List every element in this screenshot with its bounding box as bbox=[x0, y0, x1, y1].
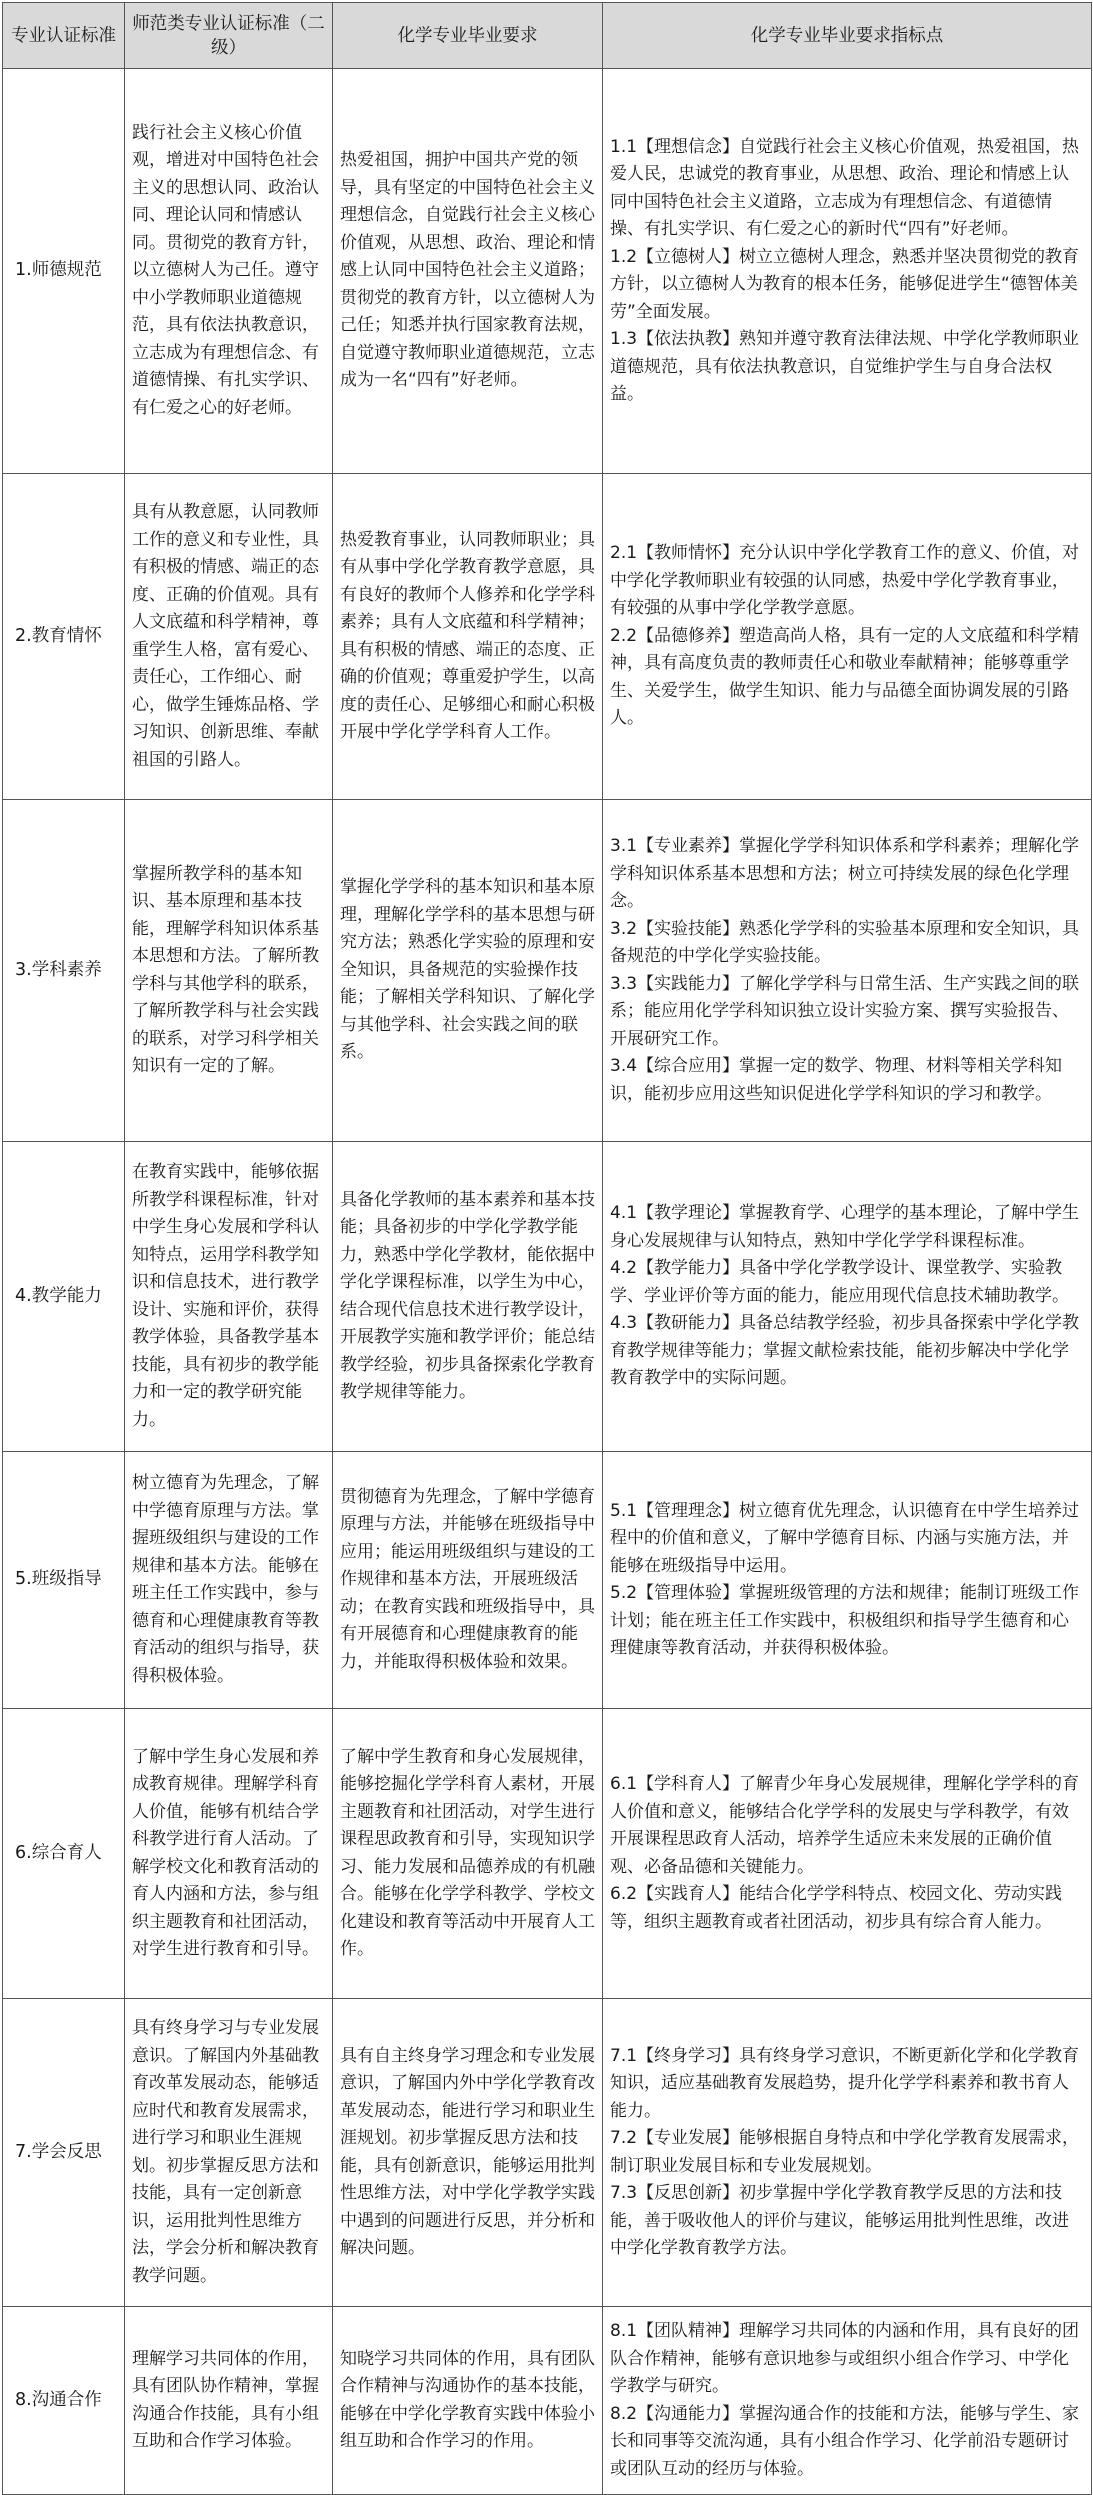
indicator-point: 2.1【教师情怀】充分认识中学化学教育工作的意义、价值，对中学化学教师职业有较强的认同感，热爱中学化学教育事业，有较强的从事中学化学教学意愿。 bbox=[610, 543, 1080, 619]
standard-cell: 5.班级指导 bbox=[3, 1452, 125, 1709]
indicator-point: 4.1【教学理论】掌握教育学、心理学的基本理论，了解中学生身心发展规律与认知特点，熟知中学化学学科课程标准。 bbox=[610, 1203, 1080, 1251]
table-row bbox=[3, 1142, 1092, 1452]
table-header-row bbox=[3, 3, 1092, 69]
cert-standard-cell: 了解中学生身心发展和养成教育规律。理解学科育人价值，能够有机结合学科教学进行育人活动。了解学校文化和教育活动的育人内涵和方法，参与组织主题教育和社团活动，对学生进行教育和引导。 bbox=[125, 1709, 333, 1999]
indicator-point: 3.2【实验技能】熟悉化学学科的实验基本原理和安全知识，具备规范的中学化学实验技能。 bbox=[610, 918, 1080, 966]
indicator-point: 1.1【理想信念】自觉践行社会主义核心价值观，热爱祖国，热爱人民，忠诚党的教育事业，从思想、政治、理论和情感上认同中国特色社会主义道路，立志成为有理想信念、有道德情操、有扎实学识、有仁爱之心的新时代“四有”好老师。 bbox=[610, 136, 1080, 239]
table-row bbox=[3, 2307, 1092, 2495]
cert-standard-cell: 具有终身学习与专业发展意识。了解国内外基础教育改革发展动态，能够适应时代和教育发展需求，进行学习和职业生涯规划。初步掌握反思方法和技能，具有一定创新意识，运用批判性思维方法，学会分析和解决教育教学问题。 bbox=[125, 1999, 333, 2307]
header-graduation-requirement: 化学专业毕业要求 bbox=[333, 3, 603, 69]
standard-cell: 4.教学能力 bbox=[3, 1142, 125, 1452]
cert-standard-cell: 理解学习共同体的作用，具有团队协作精神，掌握沟通合作技能，具有小组互助和合作学习体验。 bbox=[125, 2307, 333, 2495]
standard-cell: 2.教育情怀 bbox=[3, 474, 125, 800]
requirement-cell: 知晓学习共同体的作用，具有团队合作精神与沟通协作的基本技能，能够在中学化学教育实践中体验小组互助和合作学习的作用。 bbox=[333, 2307, 603, 2495]
indicator-point: 7.1【终身学习】具有终身学习意识，不断更新化学和化学教育知识，适应基础教育发展趋势，提升化学学科素养和教书育人能力。 bbox=[610, 2045, 1080, 2121]
requirement-cell: 贯彻德育为先理念，了解中学德育原理与方法，并能够在班级指导中应用；能运用班级组织与建设的工作规律和基本方法，开展班级活动；在教育实践和班级指导中，具有开展德育和心理健康教育的能力，并能取得积极体验和效果。 bbox=[333, 1452, 603, 1709]
requirement-cell: 具备化学教师的基本素养和基本技能；具备初步的中学化学教学能力，熟悉中学化学教材，能依据中学化学课程标准，以学生为中心，结合现代信息技术进行教学设计，开展教学实施和教学评价；能总结教学经验，初步具备探索化学教育教学规律等能力。 bbox=[333, 1142, 603, 1452]
indicator-point: 4.2【教学能力】具备中学化学教学设计、课堂教学、实验教学、学业评价等方面的能力，能应用现代信息技术辅助教学。 bbox=[610, 1258, 1069, 1306]
requirement-cell: 热爱祖国，拥护中国共产党的领导，具有坚定的中国特色社会主义理想信念，自觉践行社会主义核心价值观，从思想、政治、理论和情感上认同中国特色社会主义道路；贯彻党的教育方针，以立德树人为己任；知悉并执行国家教育法规，自觉遵守教师职业道德规范，立志成为一名“四有”好老师。 bbox=[333, 69, 603, 474]
indicator-point: 5.1【管理理念】树立德育优先理念，认识德育在中学生培养过程中的价值和意义，了解中学德育目标、内涵与实施方法，并能够在班级指导中运用。 bbox=[610, 1500, 1080, 1576]
standard-cell: 7.学会反思 bbox=[3, 1999, 125, 2307]
indicator-points-cell bbox=[603, 474, 1092, 800]
indicator-points-cell bbox=[603, 1709, 1092, 1999]
standard-cell: 1.师德规范 bbox=[3, 69, 125, 474]
cert-standard-cell: 树立德育为先理念，了解中学德育原理与方法。掌握班级组织与建设的工作规律和基本方法。能够在班主任工作实践中，参与德育和心理健康教育等教育活动的组织与指导，获得积极体验。 bbox=[125, 1452, 333, 1709]
indicator-points-cell bbox=[603, 69, 1092, 474]
indicator-point: 1.2【立德树人】树立立德树人理念，熟悉并坚决贯彻党的教育方针，以立德树人为教育的根本任务，能够促进学生“德智体美劳”全面发展。 bbox=[610, 246, 1080, 322]
indicator-point: 8.2【沟通能力】掌握沟通合作的技能和方法，能够与学生、家长和同事等交流沟通，具有小组合作学习、化学前沿专题研讨或团队互动的经历与体验。 bbox=[610, 2403, 1080, 2479]
cert-standard-cell: 掌握所教学科的基本知识、基本原理和基本技能，理解学科知识体系基本思想和方法。了解所教学科与其他学科的联系，了解所教学科与社会实践的联系，对学习科学相关知识有一定的了解。 bbox=[125, 800, 333, 1142]
standard-cell: 8.沟通合作 bbox=[3, 2307, 125, 2495]
indicator-points-cell bbox=[603, 1452, 1092, 1709]
indicator-point: 7.2【专业发展】能够根据自身特点和中学化学教育发展需求，制订职业发展目标和专业发展规划。 bbox=[610, 2128, 1080, 2176]
indicator-points-cell bbox=[603, 800, 1092, 1142]
header-indicator-points: 化学专业毕业要求指标点 bbox=[603, 3, 1092, 69]
cert-standard-cell: 在教育实践中，能够依据所教学科课程标准，针对中学生身心发展和学科认知特点，运用学科教学知识和信息技术，进行教学设计、实施和评价，获得教学体验，具备教学基本技能，具有初步的教学能力和一定的教学研究能力。 bbox=[125, 1142, 333, 1452]
indicator-point: 5.2【管理体验】掌握班级管理的方法和规律；能制订班级工作计划；能在班主任工作实践中，积极组织和指导学生德育和心理健康等教育活动，并获得积极体验。 bbox=[610, 1583, 1080, 1658]
indicator-point: 3.4【综合应用】掌握一定的数学、物理、材料等相关学科知识，能初步应用这些知识促进化学学科知识的学习和教学。 bbox=[610, 1056, 1063, 1104]
indicator-points-cell bbox=[603, 1142, 1092, 1452]
cert-standard-cell: 践行社会主义核心价值观，增进对中国特色社会主义的思想认同、政治认同、理论认同和情感认同。贯彻党的教育方针，以立德树人为己任。遵守中小学教师职业道德规范，具有依法执教意识，立志成为有理想信念、有道德情操、有扎实学识、有仁爱之心的好老师。 bbox=[125, 69, 333, 474]
table-row bbox=[3, 1709, 1092, 1999]
table-row bbox=[3, 1999, 1092, 2307]
indicator-point: 6.1【学科育人】了解青少年身心发展规律，理解化学学科的育人价值和意义，能够结合化学学科的发展史与学科教学，有效开展课程思政育人活动，培养学生适应未来发展的正确价值观、必备品德和关键能力。 bbox=[610, 1774, 1080, 1877]
standard-cell: 6.综合育人 bbox=[3, 1709, 125, 1999]
cert-standard-cell: 具有从教意愿，认同教师工作的意义和专业性，具有积极的情感、端正的态度、正确的价值观。具有人文底蕴和科学精神，尊重学生人格，富有爱心、责任心，工作细心、耐心，做学生锤炼品格、学习知识、创新思维、奉献祖国的引路人。 bbox=[125, 474, 333, 800]
indicator-points-cell bbox=[603, 1999, 1092, 2307]
indicator-point: 3.3【实践能力】了解化学学科与日常生活、生产实践之间的联系；能应用化学学科知识独立设计实验方案、撰写实验报告、开展研究工作。 bbox=[610, 973, 1080, 1049]
indicator-point: 1.3【依法执教】熟知并遵守教育法律法规、中学化学教师职业道德规范，具有依法执教意识，自觉维护学生与自身合法权益。 bbox=[610, 329, 1080, 404]
table-row bbox=[3, 800, 1092, 1142]
indicator-points-cell bbox=[603, 2307, 1092, 2495]
indicator-point: 4.3【教研能力】具备总结教学经验，初步具备探索中学化学教育教学规律等能力；掌握文献检索技能，能初步解决中学化学教育教学中的实际问题。 bbox=[610, 1313, 1080, 1389]
standard-cell: 3.学科素养 bbox=[3, 800, 125, 1142]
requirements-table bbox=[2, 2, 1092, 2495]
requirement-cell: 了解中学生教育和身心发展规律，能够挖掘化学学科育人素材，开展主题教育和社团活动，对学生进行课程思政教育和引导，实现知识学习、能力发展和品德养成的有机融合。能够在化学学科教学、学校文化建设和教育等活动中开展育人工作。 bbox=[333, 1709, 603, 1999]
indicator-point: 3.1【专业素养】掌握化学学科知识体系和学科素养；理解化学学科知识体系基本思想和方法；树立可持续发展的绿色化学理念。 bbox=[610, 836, 1080, 911]
table-row bbox=[3, 1452, 1092, 1709]
requirement-cell: 具有自主终身学习理念和专业发展意识，了解国内外中学化学教育改革发展动态，能进行学习和职业生涯规划。初步掌握反思方法和技能，具有创新意识，能够运用批判性思维方法，对中学化学教学实践中遇到的问题进行反思，并分析和解决问题。 bbox=[333, 1999, 603, 2307]
table-row bbox=[3, 69, 1092, 474]
indicator-point: 2.2【品德修养】塑造高尚人格，具有一定的人文底蕴和科学精神，具有高度负责的教师责任心和敬业奉献精神；能够尊重学生、关爱学生，做学生知识、能力与品德全面协调发展的引路人。 bbox=[610, 625, 1080, 729]
table-row bbox=[3, 474, 1092, 800]
requirement-cell: 掌握化学学科的基本知识和基本原理，理解化学学科的基本思想与研究方法；熟悉化学实验的原理和安全知识，具备规范的实验操作技能；了解相关学科知识、了解化学与其他学科、社会实践之间的联系。 bbox=[333, 800, 603, 1142]
header-cert-standard: 师范类专业认证标准（二级） bbox=[125, 3, 333, 69]
requirement-cell: 热爱教育事业，认同教师职业；具有从事中学化学教育教学意愿，具有良好的教师个人修养和化学学科素养；具有人文底蕴和科学精神；具有积极的情感、端正的态度、正确的价值观；尊重爱护学生，以高度的责任心、足够细心和耐心积极开展中学化学学科育人工作。 bbox=[333, 474, 603, 800]
indicator-point: 8.1【团队精神】理解学习共同体的内涵和作用，具有良好的团队合作精神，能够有意识地参与或组织小组合作学习、中学化学教学与研究。 bbox=[610, 2321, 1080, 2396]
indicator-point: 7.3【反思创新】初步掌握中学化学教育教学反思的方法和技能，善于吸收他人的评价与建议，能够运用批判性思维，改进中学化学教育教学方法。 bbox=[610, 2183, 1069, 2258]
header-standard: 专业认证标准 bbox=[3, 3, 125, 69]
indicator-point: 6.2【实践育人】能结合化学学科特点、校园文化、劳动实践等，组织主题教育或者社团活动，初步具有综合育人能力。 bbox=[610, 1884, 1063, 1932]
